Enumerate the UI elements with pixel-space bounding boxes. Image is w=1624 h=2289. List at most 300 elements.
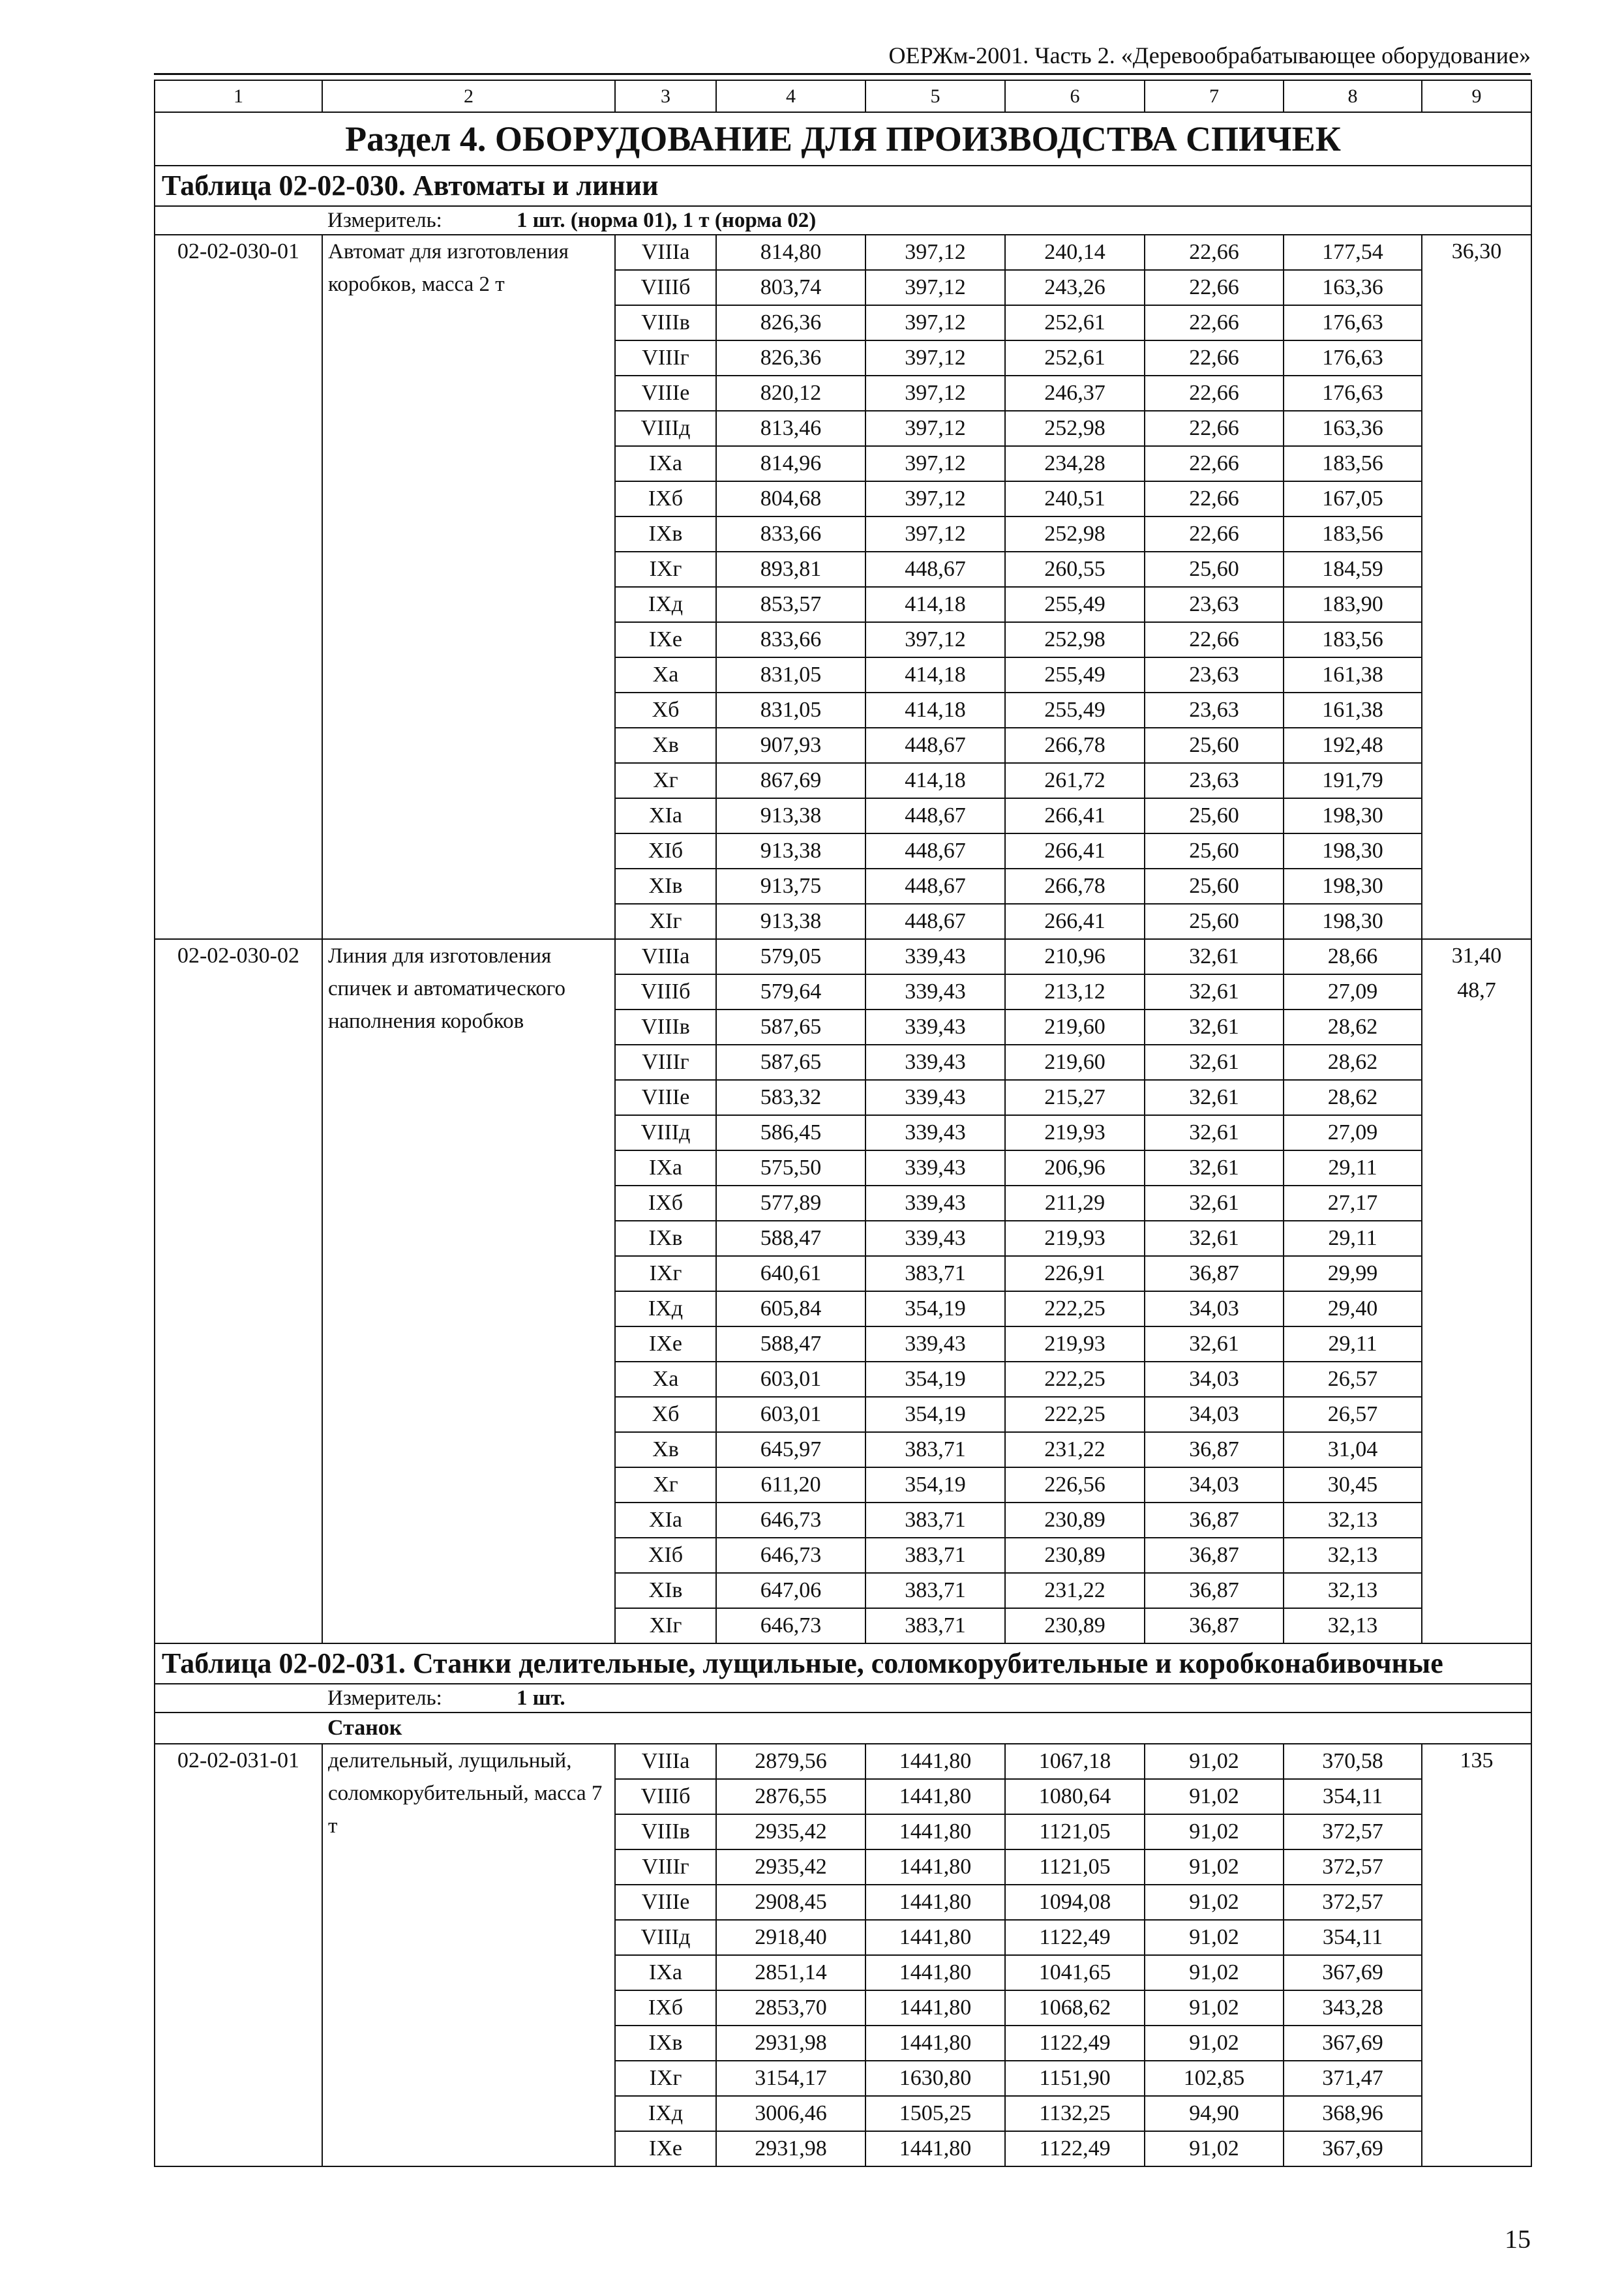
- value-cell: 414,18: [865, 693, 1005, 728]
- zone-cell: IXд: [615, 1291, 716, 1326]
- zone-cell: IXв: [615, 1221, 716, 1256]
- value-cell: 22,66: [1145, 305, 1284, 340]
- value-cell: 163,36: [1284, 270, 1422, 305]
- value-cell: 32,13: [1284, 1608, 1422, 1643]
- value-cell: 198,30: [1284, 798, 1422, 833]
- value-cell: 30,45: [1284, 1467, 1422, 1503]
- meter-value: 1 шт.: [517, 1686, 565, 1710]
- value-cell: 397,12: [865, 516, 1005, 552]
- value-cell: 1441,80: [865, 2026, 1005, 2061]
- value-cell: 91,02: [1145, 1920, 1284, 1955]
- value-cell: 646,73: [716, 1538, 865, 1573]
- value-cell: 34,03: [1145, 1291, 1284, 1326]
- zone-cell: IXв: [615, 2026, 716, 2061]
- item-name: Автомат для изготовления коробков, масса 2 т: [322, 235, 615, 939]
- value-cell: 339,43: [865, 1080, 1005, 1115]
- column-number-row: [155, 80, 1531, 112]
- zone-cell: VIIIв: [615, 1814, 716, 1849]
- value-cell: 255,49: [1005, 693, 1145, 728]
- value-cell: 586,45: [716, 1115, 865, 1150]
- value-cell: 367,69: [1284, 2131, 1422, 2166]
- value-cell: 32,61: [1145, 974, 1284, 1010]
- value-cell: 36,87: [1145, 1573, 1284, 1608]
- page-number: 15: [1505, 2224, 1531, 2254]
- value-cell: 831,05: [716, 657, 865, 693]
- zone-cell: VIIIа: [615, 1744, 716, 1779]
- value-cell: 28,62: [1284, 1045, 1422, 1080]
- column-number: 2: [322, 80, 615, 112]
- value-cell: 813,46: [716, 411, 865, 446]
- value-cell: 219,60: [1005, 1010, 1145, 1045]
- zone-cell: VIIIд: [615, 1115, 716, 1150]
- column-number: 7: [1145, 80, 1284, 112]
- value-cell: 163,36: [1284, 411, 1422, 446]
- value-cell: 1121,05: [1005, 1814, 1145, 1849]
- value-cell: 240,14: [1005, 235, 1145, 270]
- rates-table: [154, 80, 1532, 2167]
- value-cell: 339,43: [865, 1150, 1005, 1186]
- value-cell: 1121,05: [1005, 1849, 1145, 1885]
- value-cell: 22,66: [1145, 411, 1284, 446]
- value-cell: 397,12: [865, 411, 1005, 446]
- value-cell: 397,12: [865, 481, 1005, 516]
- value-cell: 448,67: [865, 869, 1005, 904]
- value-cell: 583,32: [716, 1080, 865, 1115]
- value-cell: 231,22: [1005, 1432, 1145, 1467]
- value-cell: 577,89: [716, 1186, 865, 1221]
- value-cell: 853,57: [716, 587, 865, 622]
- zone-cell: XIа: [615, 1503, 716, 1538]
- zone-cell: VIIIб: [615, 1779, 716, 1814]
- value-cell: 2935,42: [716, 1814, 865, 1849]
- value-cell: 803,74: [716, 270, 865, 305]
- value-cell: 339,43: [865, 1010, 1005, 1045]
- value-cell: 91,02: [1145, 1990, 1284, 2026]
- value-cell: 36,87: [1145, 1538, 1284, 1573]
- value-cell: 1441,80: [865, 1990, 1005, 2026]
- value-cell: 339,43: [865, 1045, 1005, 1080]
- value-cell: 222,25: [1005, 1362, 1145, 1397]
- value-cell: 2908,45: [716, 1885, 865, 1920]
- value-cell: 25,60: [1145, 904, 1284, 939]
- value-cell: 234,28: [1005, 446, 1145, 481]
- value-cell: 893,81: [716, 552, 865, 587]
- section-title-row: [155, 112, 1531, 166]
- value-cell: 1122,49: [1005, 2131, 1145, 2166]
- value-cell: 2879,56: [716, 1744, 865, 1779]
- value-cell: 255,49: [1005, 587, 1145, 622]
- value-cell: 339,43: [865, 974, 1005, 1010]
- value-cell: 22,66: [1145, 235, 1284, 270]
- value-cell: 804,68: [716, 481, 865, 516]
- column-number: 4: [716, 80, 865, 112]
- zone-cell: XIг: [615, 1608, 716, 1643]
- value-cell: 91,02: [1145, 1814, 1284, 1849]
- value-cell: 371,47: [1284, 2061, 1422, 2096]
- value-cell: 646,73: [716, 1503, 865, 1538]
- zone-cell: IXе: [615, 622, 716, 657]
- value-cell: 32,61: [1145, 1010, 1284, 1045]
- value-cell: 266,41: [1005, 904, 1145, 939]
- value-cell: 22,66: [1145, 270, 1284, 305]
- value-cell: 867,69: [716, 763, 865, 798]
- zone-cell: Xв: [615, 1432, 716, 1467]
- value-cell: 27,09: [1284, 974, 1422, 1010]
- value-cell: 1630,80: [865, 2061, 1005, 2096]
- value-cell: 587,65: [716, 1010, 865, 1045]
- value-cell: 397,12: [865, 270, 1005, 305]
- meter: [155, 206, 1531, 235]
- value-cell: 2918,40: [716, 1920, 865, 1955]
- value-cell: 261,72: [1005, 763, 1145, 798]
- value-cell: 354,19: [865, 1291, 1005, 1326]
- value-cell: 826,36: [716, 305, 865, 340]
- value-cell: 27,17: [1284, 1186, 1422, 1221]
- subhead-row: [155, 1713, 1531, 1744]
- value-cell: 339,43: [865, 1221, 1005, 1256]
- value-cell: 579,05: [716, 939, 865, 974]
- value-cell: 339,43: [865, 1115, 1005, 1150]
- meter-row: [155, 1684, 1531, 1713]
- value-cell: 2851,14: [716, 1955, 865, 1990]
- zone-cell: XIб: [615, 833, 716, 869]
- value-cell: 414,18: [865, 657, 1005, 693]
- value-cell: 176,63: [1284, 376, 1422, 411]
- value-cell: 1441,80: [865, 1744, 1005, 1779]
- value-cell: 1441,80: [865, 1955, 1005, 1990]
- value-cell: 587,65: [716, 1045, 865, 1080]
- value-cell: 414,18: [865, 587, 1005, 622]
- value-cell: 36,87: [1145, 1432, 1284, 1467]
- value-cell: 32,61: [1145, 1045, 1284, 1080]
- zone-cell: IXг: [615, 2061, 716, 2096]
- zone-cell: VIIIд: [615, 411, 716, 446]
- value-cell: 2876,55: [716, 1779, 865, 1814]
- zone-cell: Xа: [615, 1362, 716, 1397]
- value-cell: 246,37: [1005, 376, 1145, 411]
- value-cell: 222,25: [1005, 1397, 1145, 1432]
- value-cell: 34,03: [1145, 1362, 1284, 1397]
- value-cell: 32,61: [1145, 1186, 1284, 1221]
- value-cell: 219,93: [1005, 1326, 1145, 1362]
- value-cell: 1080,64: [1005, 1779, 1145, 1814]
- value-cell: 255,49: [1005, 657, 1145, 693]
- zone-cell: VIIIе: [615, 1885, 716, 1920]
- value-cell: 814,96: [716, 446, 865, 481]
- extra-value: 31,40: [1451, 944, 1502, 968]
- value-cell: 913,38: [716, 798, 865, 833]
- column-number: 3: [615, 80, 716, 112]
- value-cell: 913,38: [716, 904, 865, 939]
- value-cell: 833,66: [716, 516, 865, 552]
- value-cell: 1041,65: [1005, 1955, 1145, 1990]
- value-cell: 91,02: [1145, 1955, 1284, 1990]
- value-cell: 243,26: [1005, 270, 1145, 305]
- value-cell: 368,96: [1284, 2096, 1422, 2131]
- zone-cell: IXд: [615, 587, 716, 622]
- value-cell: 226,56: [1005, 1467, 1145, 1503]
- value-cell: 1122,49: [1005, 1920, 1145, 1955]
- zone-cell: IXг: [615, 552, 716, 587]
- value-cell: 176,63: [1284, 340, 1422, 376]
- value-cell: 31,04: [1284, 1432, 1422, 1467]
- value-cell: 397,12: [865, 376, 1005, 411]
- value-cell: 372,57: [1284, 1885, 1422, 1920]
- value-cell: 206,96: [1005, 1150, 1145, 1186]
- zone-cell: IXб: [615, 481, 716, 516]
- value-cell: 22,66: [1145, 622, 1284, 657]
- value-cell: 184,59: [1284, 552, 1422, 587]
- value-cell: 1441,80: [865, 1849, 1005, 1885]
- zone-cell: XIв: [615, 1573, 716, 1608]
- value-cell: 183,90: [1284, 587, 1422, 622]
- value-cell: 91,02: [1145, 1779, 1284, 1814]
- value-cell: 23,63: [1145, 693, 1284, 728]
- zone-cell: IXг: [615, 1256, 716, 1291]
- column-number: 5: [865, 80, 1005, 112]
- value-cell: 645,97: [716, 1432, 865, 1467]
- zone-cell: VIIIг: [615, 340, 716, 376]
- value-cell: 252,61: [1005, 340, 1145, 376]
- zone-cell: Xг: [615, 763, 716, 798]
- value-cell: 339,43: [865, 939, 1005, 974]
- value-cell: 1132,25: [1005, 2096, 1145, 2131]
- value-cell: 27,09: [1284, 1115, 1422, 1150]
- value-cell: 2853,70: [716, 1990, 865, 2026]
- value-cell: 1094,08: [1005, 1885, 1145, 1920]
- value-cell: 32,61: [1145, 1115, 1284, 1150]
- value-cell: 372,57: [1284, 1814, 1422, 1849]
- section-title: Раздел 4. ОБОРУДОВАНИЕ ДЛЯ ПРОИЗВОДСТВА СПИЧЕК: [155, 112, 1531, 166]
- value-cell: 32,61: [1145, 1150, 1284, 1186]
- zone-cell: VIIIб: [615, 974, 716, 1010]
- zone-cell: VIIIв: [615, 305, 716, 340]
- meter: [155, 1684, 1531, 1713]
- value-cell: 226,91: [1005, 1256, 1145, 1291]
- value-cell: 448,67: [865, 833, 1005, 869]
- value-cell: 266,41: [1005, 833, 1145, 869]
- item-name: делительный, лущильный, соломкорубительный, масса 7 т: [322, 1744, 615, 2166]
- value-cell: 826,36: [716, 340, 865, 376]
- value-cell: 28,62: [1284, 1080, 1422, 1115]
- meter-value: 1 шт. (норма 01), 1 т (норма 02): [517, 209, 817, 232]
- value-cell: 367,69: [1284, 2026, 1422, 2061]
- zone-cell: VIIIв: [615, 1010, 716, 1045]
- value-cell: 22,66: [1145, 340, 1284, 376]
- value-cell: 339,43: [865, 1186, 1005, 1221]
- value-cell: 448,67: [865, 798, 1005, 833]
- value-cell: 603,01: [716, 1397, 865, 1432]
- value-cell: 354,11: [1284, 1779, 1422, 1814]
- value-cell: 240,51: [1005, 481, 1145, 516]
- value-cell: 34,03: [1145, 1467, 1284, 1503]
- value-cell: 605,84: [716, 1291, 865, 1326]
- value-cell: 34,03: [1145, 1397, 1284, 1432]
- zone-cell: VIIIа: [615, 235, 716, 270]
- value-cell: 383,71: [865, 1608, 1005, 1643]
- item-code: 02-02-031-01: [155, 1744, 322, 2166]
- value-cell: 2931,98: [716, 2131, 865, 2166]
- meter-label: Измеритель:: [327, 209, 442, 232]
- zone-cell: Xг: [615, 1467, 716, 1503]
- value-cell: 383,71: [865, 1538, 1005, 1573]
- value-cell: 397,12: [865, 305, 1005, 340]
- value-cell: 32,61: [1145, 1080, 1284, 1115]
- value-cell: 22,66: [1145, 481, 1284, 516]
- value-cell: 198,30: [1284, 904, 1422, 939]
- value-cell: 367,69: [1284, 1955, 1422, 1990]
- value-cell: 36,87: [1145, 1608, 1284, 1643]
- value-cell: 36,87: [1145, 1503, 1284, 1538]
- value-cell: 603,01: [716, 1362, 865, 1397]
- value-cell: 647,06: [716, 1573, 865, 1608]
- meter-row: [155, 206, 1531, 235]
- table-row: [155, 235, 1531, 270]
- value-cell: 588,47: [716, 1221, 865, 1256]
- value-cell: 266,41: [1005, 798, 1145, 833]
- running-header: ОЕРЖм-2001. Часть 2. «Деревообрабатывающее оборудование»: [888, 42, 1531, 68]
- table-title: Таблица 02-02-031. Станки делительные, лущильные, соломкорубительные и коробконабивочные: [155, 1643, 1531, 1684]
- value-cell: 26,57: [1284, 1397, 1422, 1432]
- value-cell: 370,58: [1284, 1744, 1422, 1779]
- value-cell: 252,98: [1005, 411, 1145, 446]
- value-cell: 266,78: [1005, 869, 1145, 904]
- value-cell: 213,12: [1005, 974, 1145, 1010]
- value-cell: 397,12: [865, 340, 1005, 376]
- value-cell: 397,12: [865, 622, 1005, 657]
- value-cell: 32,13: [1284, 1503, 1422, 1538]
- value-cell: 913,75: [716, 869, 865, 904]
- zone-cell: XIв: [615, 869, 716, 904]
- value-cell: 29,11: [1284, 1150, 1422, 1186]
- value-cell: 36,87: [1145, 1256, 1284, 1291]
- value-cell: 91,02: [1145, 1885, 1284, 1920]
- table-row: [155, 939, 1531, 974]
- value-cell: 32,13: [1284, 1573, 1422, 1608]
- value-cell: 176,63: [1284, 305, 1422, 340]
- value-cell: 3006,46: [716, 2096, 865, 2131]
- zone-cell: VIIIб: [615, 270, 716, 305]
- value-cell: 2931,98: [716, 2026, 865, 2061]
- value-cell: 231,22: [1005, 1573, 1145, 1608]
- extra-value-cell: [1422, 235, 1531, 939]
- value-cell: 252,98: [1005, 516, 1145, 552]
- zone-cell: XIб: [615, 1538, 716, 1573]
- zone-cell: IXа: [615, 1955, 716, 1990]
- table-title-row: [155, 166, 1531, 206]
- table-title-row: [155, 1643, 1531, 1684]
- value-cell: 210,96: [1005, 939, 1145, 974]
- zone-cell: IXе: [615, 2131, 716, 2166]
- extra-value: 48,7: [1457, 978, 1496, 1002]
- value-cell: 28,66: [1284, 939, 1422, 974]
- value-cell: 91,02: [1145, 1744, 1284, 1779]
- value-cell: 260,55: [1005, 552, 1145, 587]
- zone-cell: XIа: [615, 798, 716, 833]
- value-cell: 32,61: [1145, 1221, 1284, 1256]
- value-cell: 198,30: [1284, 869, 1422, 904]
- value-cell: 25,60: [1145, 798, 1284, 833]
- value-cell: 448,67: [865, 728, 1005, 763]
- value-cell: 219,93: [1005, 1221, 1145, 1256]
- value-cell: 219,60: [1005, 1045, 1145, 1080]
- value-cell: 192,48: [1284, 728, 1422, 763]
- value-cell: 230,89: [1005, 1503, 1145, 1538]
- table-title: Таблица 02-02-030. Автоматы и линии: [155, 166, 1531, 206]
- value-cell: 222,25: [1005, 1291, 1145, 1326]
- value-cell: 575,50: [716, 1150, 865, 1186]
- zone-cell: IXа: [615, 1150, 716, 1186]
- value-cell: 26,57: [1284, 1362, 1422, 1397]
- value-cell: 32,61: [1145, 939, 1284, 974]
- value-cell: 215,27: [1005, 1080, 1145, 1115]
- value-cell: 1441,80: [865, 2131, 1005, 2166]
- column-number: 8: [1284, 80, 1422, 112]
- value-cell: 266,78: [1005, 728, 1145, 763]
- value-cell: 183,56: [1284, 516, 1422, 552]
- value-cell: 22,66: [1145, 516, 1284, 552]
- value-cell: 211,29: [1005, 1186, 1145, 1221]
- value-cell: 1068,62: [1005, 1990, 1145, 2026]
- value-cell: 339,43: [865, 1326, 1005, 1362]
- value-cell: 1441,80: [865, 1814, 1005, 1849]
- value-cell: 230,89: [1005, 1608, 1145, 1643]
- value-cell: 1441,80: [865, 1779, 1005, 1814]
- zone-cell: Xв: [615, 728, 716, 763]
- value-cell: 397,12: [865, 235, 1005, 270]
- value-cell: 831,05: [716, 693, 865, 728]
- value-cell: 191,79: [1284, 763, 1422, 798]
- value-cell: 29,40: [1284, 1291, 1422, 1326]
- value-cell: 102,85: [1145, 2061, 1284, 2096]
- value-cell: 343,28: [1284, 1990, 1422, 2026]
- value-cell: 354,19: [865, 1467, 1005, 1503]
- zone-cell: Xа: [615, 657, 716, 693]
- value-cell: 23,63: [1145, 657, 1284, 693]
- value-cell: 28,62: [1284, 1010, 1422, 1045]
- value-cell: 22,66: [1145, 376, 1284, 411]
- value-cell: 22,66: [1145, 446, 1284, 481]
- value-cell: 25,60: [1145, 552, 1284, 587]
- value-cell: 3154,17: [716, 2061, 865, 2096]
- value-cell: 814,80: [716, 235, 865, 270]
- value-cell: 448,67: [865, 904, 1005, 939]
- value-cell: 29,11: [1284, 1221, 1422, 1256]
- value-cell: 383,71: [865, 1503, 1005, 1538]
- value-cell: 640,61: [716, 1256, 865, 1291]
- value-cell: 372,57: [1284, 1849, 1422, 1885]
- value-cell: 167,05: [1284, 481, 1422, 516]
- value-cell: 25,60: [1145, 833, 1284, 869]
- value-cell: 833,66: [716, 622, 865, 657]
- value-cell: 383,71: [865, 1432, 1005, 1467]
- value-cell: 588,47: [716, 1326, 865, 1362]
- zone-cell: VIIIа: [615, 939, 716, 974]
- extra-value-cell: [1422, 1744, 1531, 2166]
- value-cell: 23,63: [1145, 587, 1284, 622]
- value-cell: 913,38: [716, 833, 865, 869]
- value-cell: 94,90: [1145, 2096, 1284, 2131]
- zone-cell: XIг: [615, 904, 716, 939]
- zone-cell: IXе: [615, 1326, 716, 1362]
- zone-cell: VIIIд: [615, 1920, 716, 1955]
- zone-cell: VIIIг: [615, 1849, 716, 1885]
- item-code: 02-02-030-02: [155, 939, 322, 1643]
- value-cell: 414,18: [865, 763, 1005, 798]
- extra-value: 36,30: [1451, 239, 1502, 263]
- value-cell: 448,67: [865, 552, 1005, 587]
- value-cell: 646,73: [716, 1608, 865, 1643]
